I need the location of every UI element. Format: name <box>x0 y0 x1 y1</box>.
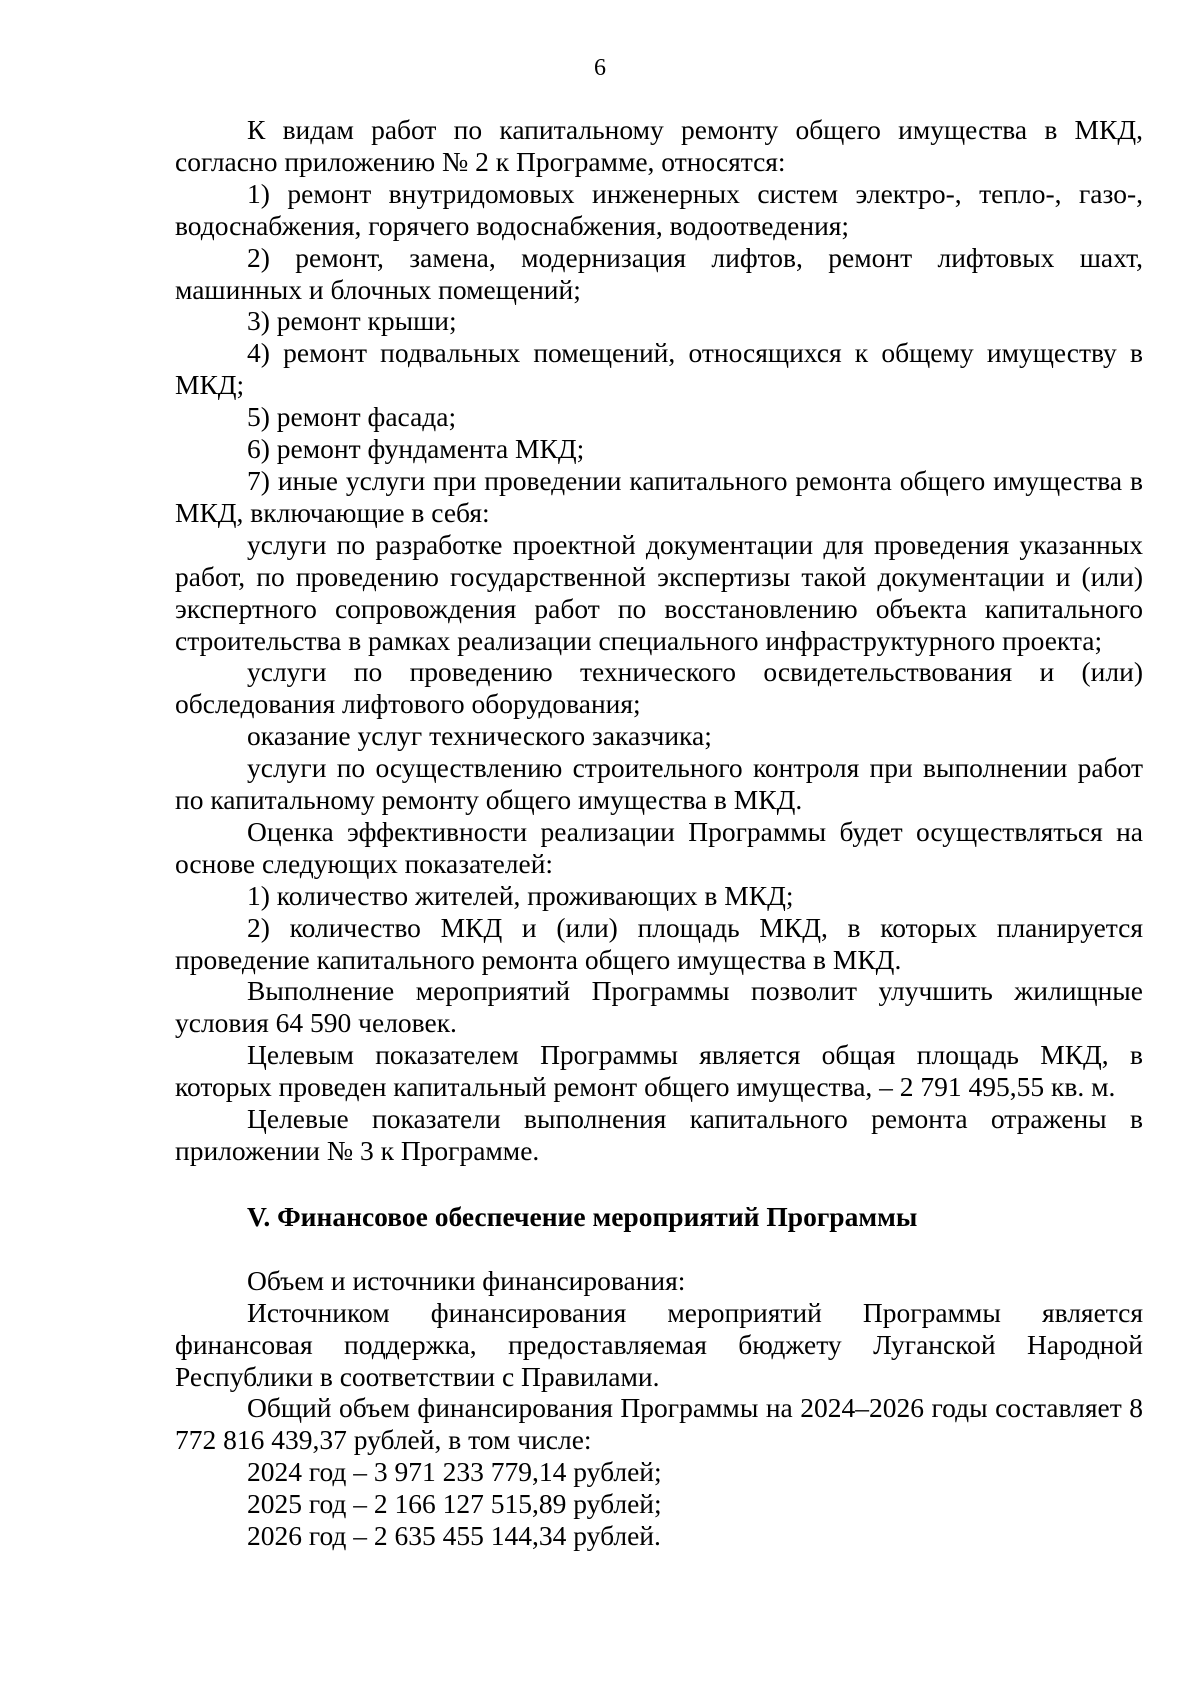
paragraph-work-types-intro: К видам работ по капитальному ремонту общего имущества в МКД, согласно приложению № 2 к Программе, относятся: <box>175 114 1143 177</box>
paragraph-target-indicator: Целевым показателем Программы является общая площадь МКД, в которых проведен капитальный ремонт общего имущества, – 2 791 495,55 кв. м. <box>175 1039 1143 1103</box>
list-item-other-services: 7) иные услуги при проведении капитального ремонта общего имущества в МКД, включающие в себя: <box>175 464 1143 528</box>
list-item-facade: 5) ремонт фасада; <box>247 401 457 433</box>
paragraph-target-indicators-appendix: Целевые показатели выполнения капитального ремонта отражены в приложении № 3 к Программе. <box>175 1103 1143 1166</box>
financing-year-2024: 2024 год – 3 971 233 779,14 рублей; <box>247 1456 662 1488</box>
list-item-elevators: 2) ремонт, замена, модернизация лифтов, ремонт лифтовых шахт, машинных и блочных помещений; <box>175 241 1143 305</box>
paragraph-financing-sources-title: Объем и источники финансирования: <box>247 1264 686 1296</box>
paragraph-living-conditions: Выполнение мероприятий Программы позволит улучшить жилищные условия 64 590 человек. <box>175 975 1143 1039</box>
list-item-engineering-systems: 1) ремонт внутридомовых инженерных систем электро-, тепло-, газо-, водоснабжения, горячего водоснабжения, водоотведения; <box>175 177 1143 241</box>
indicator-area: 2) количество МКД и (или) площадь МКД, в которых планируется проведение капитального ремонта общего имущества в МКД. <box>175 911 1143 975</box>
paragraph-elevator-inspection: услуги по проведению технического освидетельствования и (или) обследования лифтового оборудования; <box>175 656 1143 720</box>
paragraph-technical-customer: оказание услуг технического заказчика; <box>247 720 712 752</box>
indicator-residents: 1) количество жителей, проживающих в МКД; <box>247 879 794 911</box>
paragraph-design-services: услуги по разработке проектной документации для проведения указанных работ, по проведению государственной экспертизы такой документации и (или) экспертного сопровождения работ по восстановлению объекта капитального строительства в рамках реализации специального инфраструктурного проекта; <box>175 528 1143 656</box>
paragraph-total-financing: Общий объем финансирования Программы на 2024–2026 годы составляет 8 772 816 439,37 рублей, в том числе: <box>175 1392 1143 1456</box>
paragraph-construction-control: услуги по осуществлению строительного контроля при выполнении работ по капитальному ремонту общего имущества в МКД. <box>175 752 1143 816</box>
financing-year-2026: 2026 год – 2 635 455 144,34 рублей. <box>247 1520 661 1552</box>
document-body <box>175 114 1143 1552</box>
list-item-basement: 4) ремонт подвальных помещений, относящихся к общему имуществу в МКД; <box>175 337 1143 401</box>
section-heading: V. Финансовое обеспечение мероприятий Программы <box>247 1200 918 1232</box>
financing-year-2025: 2025 год – 2 166 127 515,89 рублей; <box>247 1488 662 1520</box>
paragraph-financing-source: Источником финансирования мероприятий Программы является финансовая поддержка, предоставляемая бюджету Луганской Народной Республики в соответствии с Правилами. <box>175 1296 1143 1392</box>
page-number: 6 <box>594 55 606 81</box>
paragraph-efficiency-evaluation: Оценка эффективности реализации Программы будет осуществляться на основе следующих показателей: <box>175 815 1143 879</box>
list-item-foundation: 6) ремонт фундамента МКД; <box>247 433 585 465</box>
list-item-roof: 3) ремонт крыши; <box>247 305 457 337</box>
